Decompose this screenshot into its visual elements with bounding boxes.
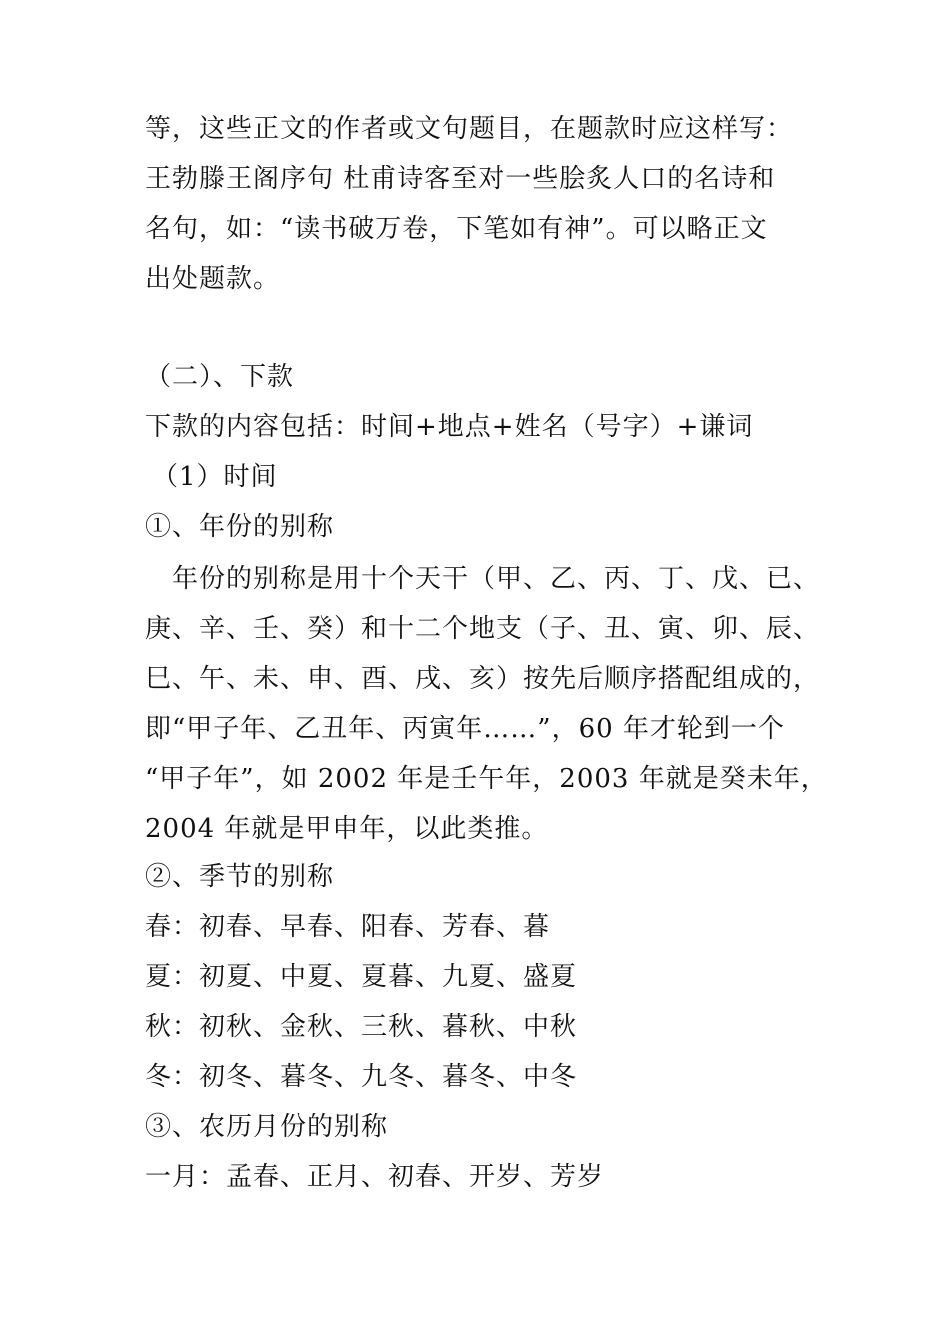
paragraph-line: 王勃滕王阁序句 杜甫诗客至对一些脍炙人口的名诗和 [145,164,776,194]
paragraph-line: 即“甲子年、乙丑年、丙寅年……”，60 年才轮到一个 [145,714,785,744]
season-line: 夏：初夏、中夏、夏暮、九夏、盛夏 [145,962,578,992]
paragraph-line: 2004 年就是甲申年，以此类推。 [145,814,549,844]
season-line: 冬：初冬、暮冬、九冬、暮冬、中冬 [145,1062,578,1092]
paragraph-line: 名句，如：“读书破万卷，下笔如有神”。可以略正文 [145,214,768,244]
season-line: 秋：初秋、金秋、三秋、暮秋、中秋 [145,1012,578,1042]
item-title: ①、年份的别称 [145,512,335,542]
paragraph-line: 出处题款。 [145,264,281,294]
paragraph-line: 等，这些正文的作者或文句题目，在题款时应这样写： [145,114,794,144]
item-title: ③、农历月份的别称 [145,1112,389,1142]
item-title: ②、季节的别称 [145,862,335,892]
subsection-heading: （1）时间 [152,462,278,492]
paragraph-line: “甲子年”，如 2002 年是壬午年，2003 年就是癸未年， [145,764,828,794]
paragraph-line: 巳、午、未、申、酉、戌、亥）按先后顺序搭配组成的， [145,664,821,694]
month-line: 一月：孟春、正月、初春、开岁、芳岁 [145,1162,605,1192]
paragraph-line: 年份的别称是用十个天干（甲、乙、丙、丁、戊、已、 [172,564,821,594]
paragraph-line: 庚、辛、壬、癸）和十二个地支（子、丑、寅、卯、辰、 [145,614,821,644]
section-intro: 下款的内容包括：时间+地点+姓名（号字）+谦词 [145,412,754,442]
section-heading: （二）、下款 [145,362,295,392]
season-line: 春：初春、早春、阳春、芳春、暮 [145,912,551,942]
